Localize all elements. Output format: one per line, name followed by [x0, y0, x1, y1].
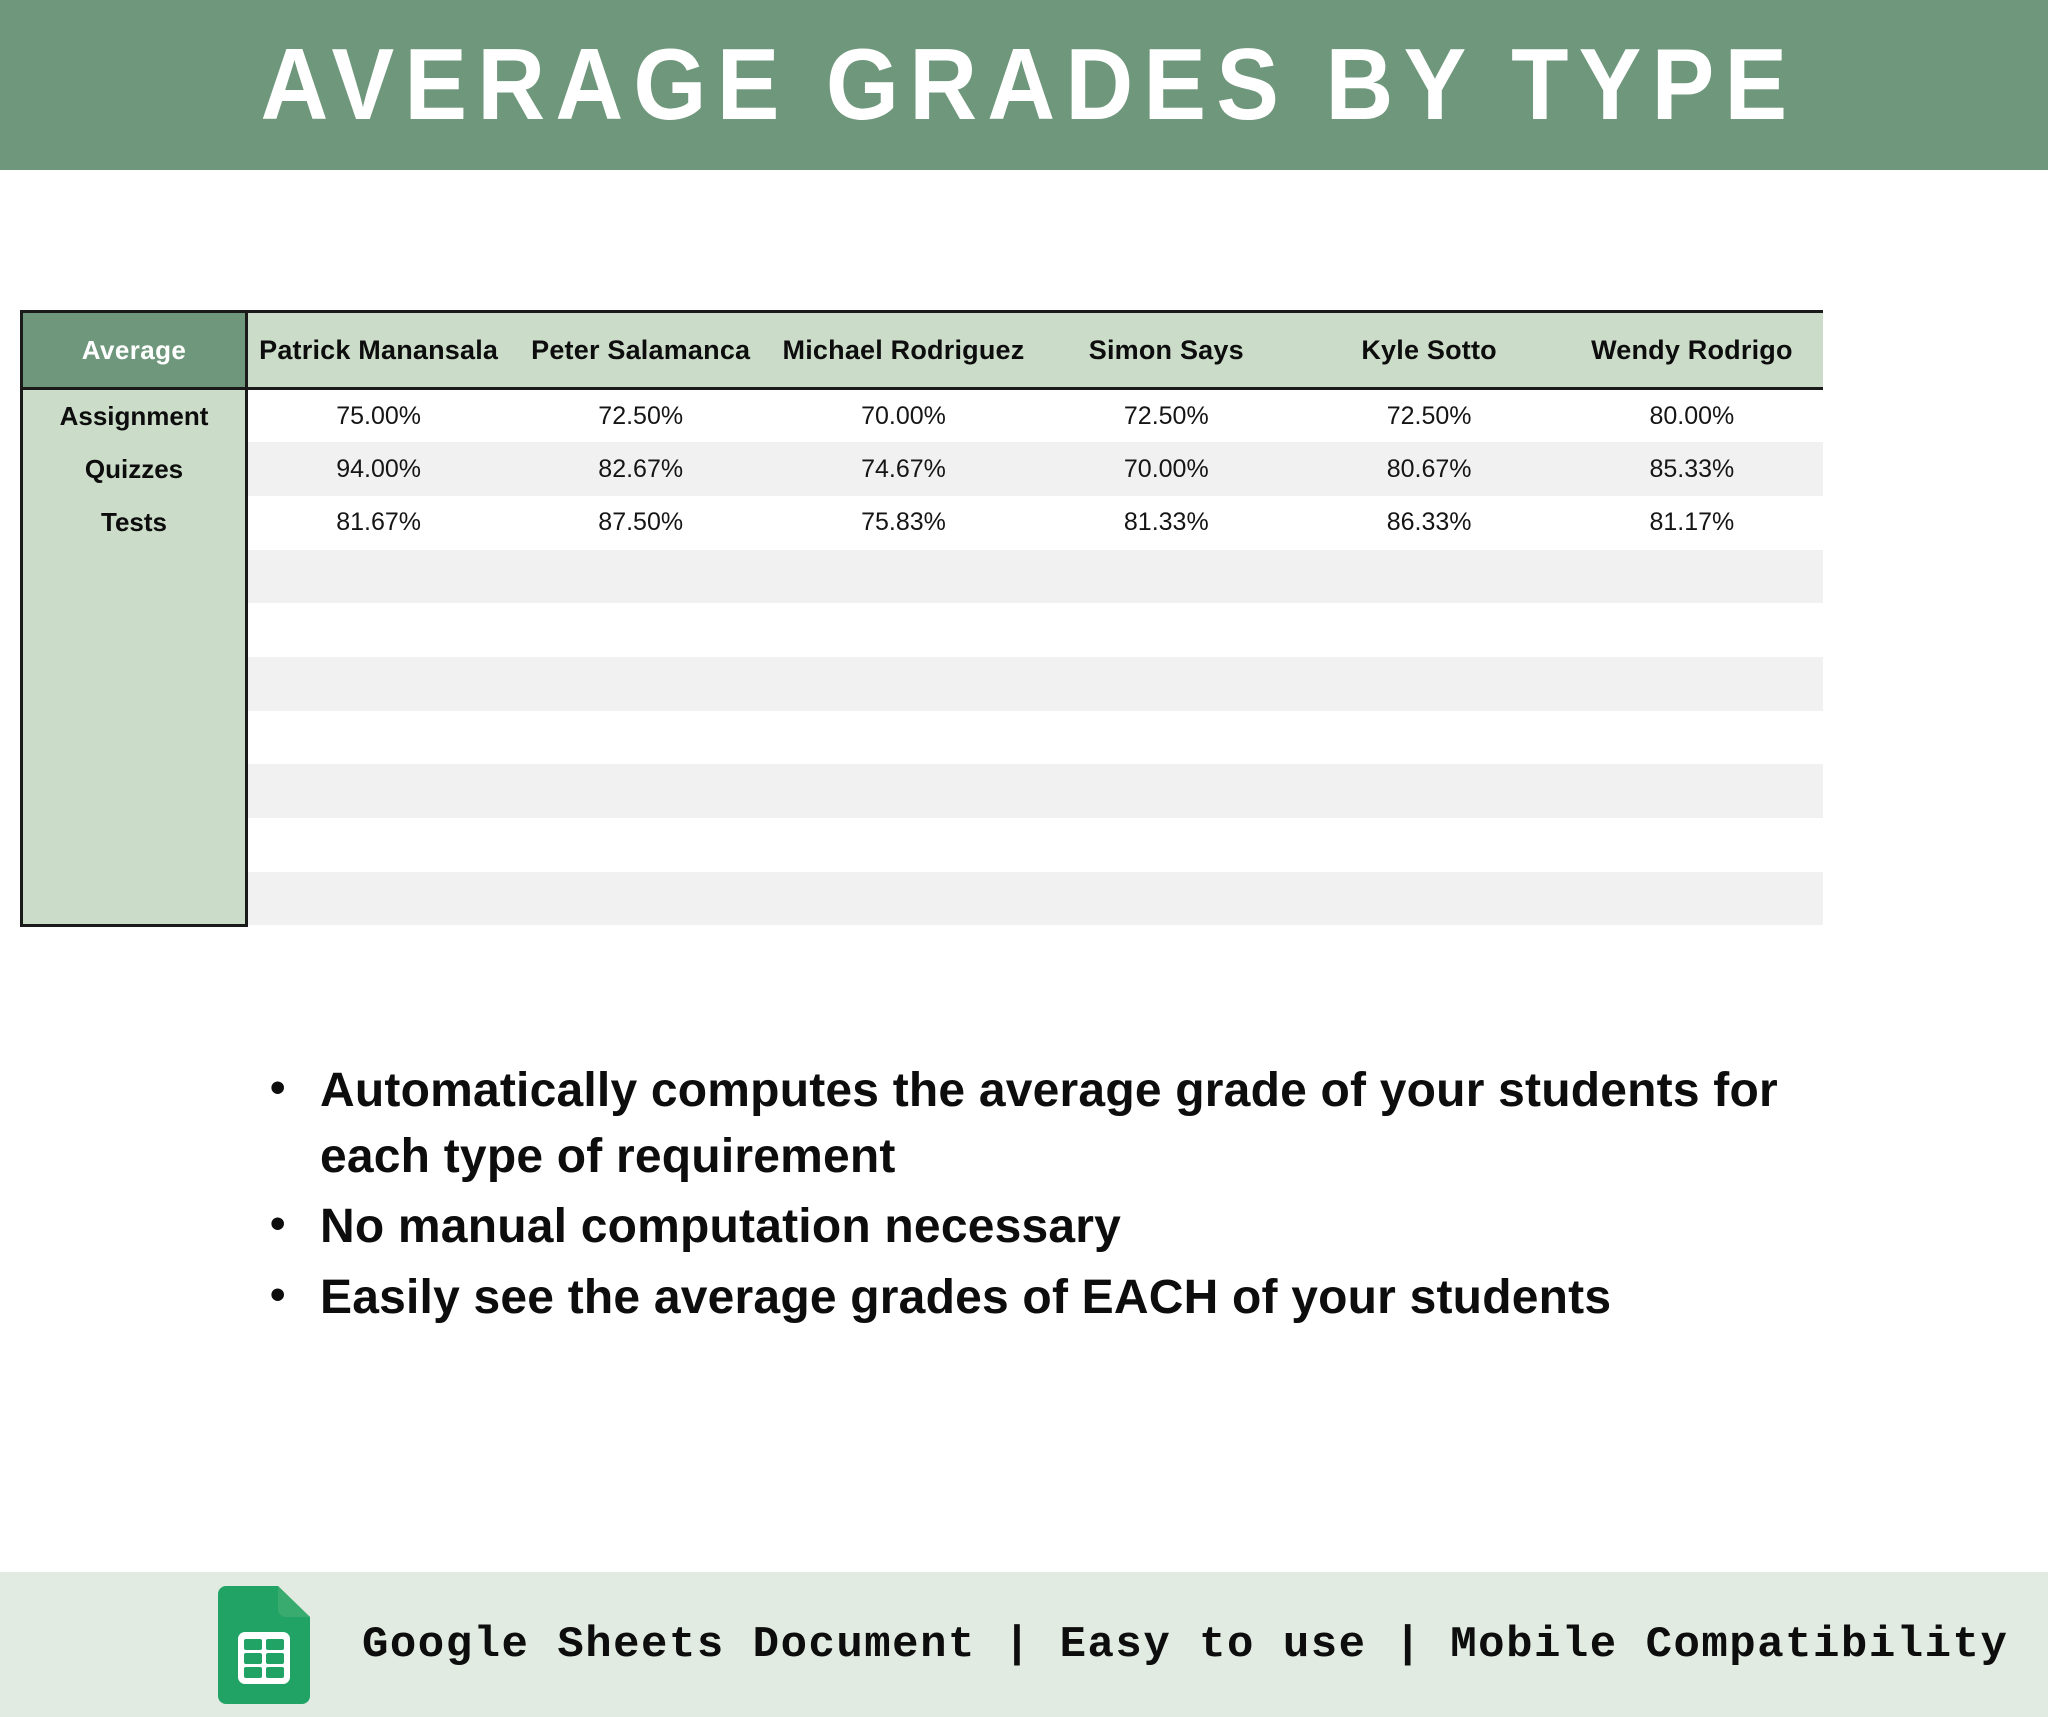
table-header-row: [22, 312, 1824, 389]
table-corner-header: Average: [22, 312, 247, 389]
table-cell-value: 72.50%: [1298, 389, 1561, 443]
table-cell-value: [509, 764, 772, 818]
table-cell-value: 94.00%: [247, 442, 510, 496]
table-cell-value: [1298, 711, 1561, 765]
table-cell-value: [1298, 603, 1561, 657]
table-cell-value: [1035, 764, 1298, 818]
table-cell-value: 75.00%: [247, 389, 510, 443]
table-cell-value: 87.50%: [509, 496, 772, 550]
table-cell-value: [1560, 603, 1823, 657]
table-cell-value: [509, 872, 772, 926]
table-cell-value: [1298, 764, 1561, 818]
table-cell-value: [247, 603, 510, 657]
table-row-label: Assignment: [22, 389, 247, 443]
table-cell-value: 81.67%: [247, 496, 510, 550]
table-row: [22, 603, 1824, 657]
table-cell-value: [1560, 872, 1823, 926]
table-cell-value: 86.33%: [1298, 496, 1561, 550]
table-cell-value: 74.67%: [772, 442, 1035, 496]
page-title: AVERAGE GRADES BY TYPE: [260, 28, 1798, 141]
table-cell-value: [247, 550, 510, 604]
table-row-label: Tests: [22, 496, 247, 550]
table-cell-value: [1035, 657, 1298, 711]
table-column-header: Simon Says: [1035, 312, 1298, 389]
table-cell-value: [247, 764, 510, 818]
footer-bar: [0, 1572, 2048, 1717]
table-column-header: Michael Rodriguez: [772, 312, 1035, 389]
feature-bullet-list: [262, 1058, 1822, 1335]
google-sheets-icon: [218, 1586, 310, 1704]
table-cell-value: [247, 872, 510, 926]
feature-bullet-item: • Easily see the average grades of EACH of your students: [262, 1265, 1822, 1331]
table-cell-value: [1035, 711, 1298, 765]
table-cell-value: [772, 657, 1035, 711]
table-cell-value: 81.33%: [1035, 496, 1298, 550]
footer-caption: Google Sheets Document | Easy to use | Mobile Compatibility: [362, 1619, 2009, 1670]
feature-bullet-item: • No manual computation necessary: [262, 1194, 1822, 1260]
table-cell-value: [509, 818, 772, 872]
table-cell-value: 72.50%: [509, 389, 772, 443]
table-cell-value: [1560, 818, 1823, 872]
table-cell-value: 70.00%: [1035, 442, 1298, 496]
table-row: [22, 872, 1824, 926]
table-row: [22, 389, 1824, 443]
table-cell-value: [247, 818, 510, 872]
table-cell-value: [772, 711, 1035, 765]
table-cell-value: 80.67%: [1298, 442, 1561, 496]
table-cell-value: [247, 657, 510, 711]
table-cell-value: [1560, 764, 1823, 818]
table-cell-value: [509, 657, 772, 711]
table-cell-value: [772, 603, 1035, 657]
table-header: [22, 312, 1824, 389]
table-cell-value: [1035, 550, 1298, 604]
table-body: [22, 389, 1824, 926]
table-cell-value: [247, 711, 510, 765]
page-header-band: [0, 0, 2048, 170]
table-cell-value: 75.83%: [772, 496, 1035, 550]
table-cell-value: [1560, 657, 1823, 711]
table-cell-value: [1035, 818, 1298, 872]
table-row-label: [22, 764, 247, 818]
feature-bullet-item: • Automatically computes the average grade of your students for each type of requirement: [262, 1058, 1822, 1190]
table-row: [22, 550, 1824, 604]
table-cell-value: [1035, 603, 1298, 657]
table-cell-value: 80.00%: [1560, 389, 1823, 443]
table-row-label: [22, 550, 247, 604]
table-cell-value: 85.33%: [1560, 442, 1823, 496]
table-row-label: [22, 657, 247, 711]
table-cell-value: [1298, 872, 1561, 926]
table-cell-value: [1560, 550, 1823, 604]
table-row-label: [22, 872, 247, 926]
table-row: [22, 496, 1824, 550]
table-cell-value: 82.67%: [509, 442, 772, 496]
table-row: [22, 442, 1824, 496]
table-cell-value: [772, 550, 1035, 604]
table-row: [22, 818, 1824, 872]
table-row: [22, 711, 1824, 765]
table-cell-value: [1035, 872, 1298, 926]
table-row-label: [22, 711, 247, 765]
table-cell-value: [772, 818, 1035, 872]
table-cell-value: [509, 711, 772, 765]
table-column-header: Kyle Sotto: [1298, 312, 1561, 389]
grades-table-container: [20, 310, 1822, 924]
table-row-label: [22, 603, 247, 657]
table-cell-value: 72.50%: [1035, 389, 1298, 443]
table-column-header: Patrick Manansala: [247, 312, 510, 389]
table-cell-value: 81.17%: [1560, 496, 1823, 550]
table-cell-value: [1560, 711, 1823, 765]
table-cell-value: [772, 872, 1035, 926]
table-cell-value: [772, 764, 1035, 818]
grades-table: [20, 310, 1823, 927]
table-column-header: Peter Salamanca: [509, 312, 772, 389]
table-row: [22, 657, 1824, 711]
table-cell-value: [1298, 550, 1561, 604]
table-cell-value: [509, 550, 772, 604]
table-cell-value: [509, 603, 772, 657]
table-column-header: Wendy Rodrigo: [1560, 312, 1823, 389]
table-cell-value: [1298, 818, 1561, 872]
table-row-label: [22, 818, 247, 872]
table-row: [22, 764, 1824, 818]
table-cell-value: 70.00%: [772, 389, 1035, 443]
table-cell-value: [1298, 657, 1561, 711]
table-row-label: Quizzes: [22, 442, 247, 496]
